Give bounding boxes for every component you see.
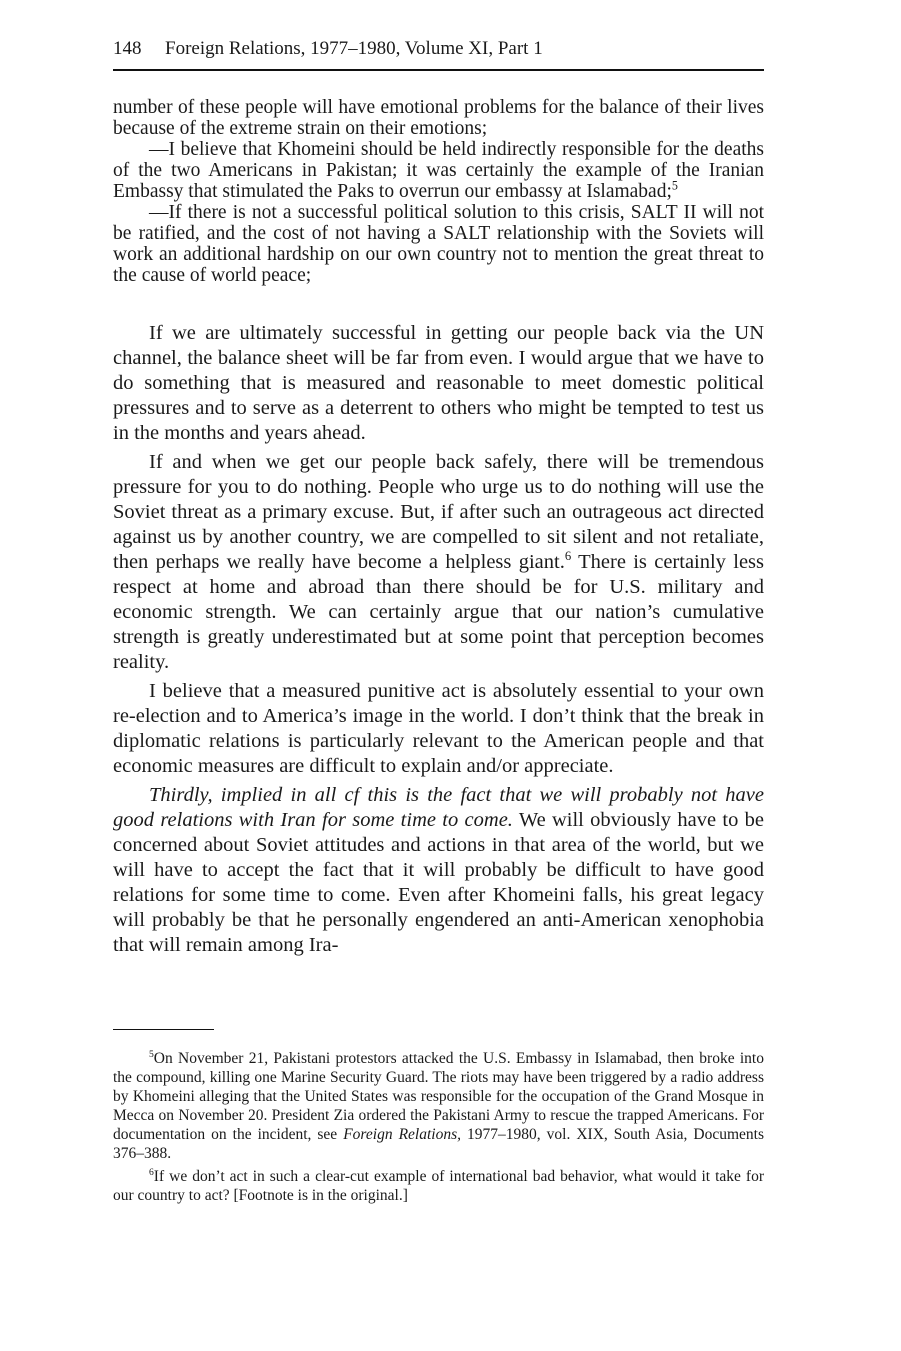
paragraph-un-channel: If we are ultimately successful in getting our people back via the UN channel, the balance sheet will be far from even. I would argue that we have to do something that is measured and reasonable to meet domestic political pressures and to serve as a deterrent to others who might be tempted to test us in the months and years ahead. xyxy=(113,322,764,444)
paragraph-helpless-giant: If and when we get our people back safely, there will be tremendous pressure for you to do nothing. People who urge us to do nothing will use the Soviet threat as a primary excuse. But, if after such an outrageous act directed against us by another country, we are compelled to sit silent and not retaliate, then perhaps we really have become a helpless giant.$^6$ There is certainly less respect at home and abroad than there should be for U.S. military and economic strength. We can certainly argue that our nation’s cumulative strength is greatly underestimated but at some point that perception becomes reality. xyxy=(113,451,764,673)
list-block xyxy=(113,97,764,286)
footnote-ref-6: 6 xyxy=(564,549,572,564)
footnote-rule xyxy=(113,1029,214,1030)
header-rule xyxy=(113,69,764,71)
paragraph-continuation: number of these people will have emotional problems for the balance of their lives because of the extreme strain on their emotions; xyxy=(113,97,764,139)
footnote-5: $^5$On November 21, Pakistani protestors attacked the U.S. Embassy in Islamabad, then broke into the compound, killing one Marine Security Guard. The riots may have been triggered by a radio address by Khomeini alleging that the United States was responsible for the occupation of the Grand Mosque in Mecca on November 20. President Zia ordered the Pakistani Army to rescue the trapped Americans. For documentation on the incident, see Foreign Relations, 1977–1980, vol. XIX, South Asia, Documents 376–388. xyxy=(113,1048,764,1162)
paragraph-khomeini-responsible: —I believe that Khomeini should be held indirectly responsible for the deaths of the two Americans in Pakistan; it was certainly the example of the Iranian Embassy that stimulated the Paks to overrun our embassy at Islamabad;$^5$ xyxy=(113,139,764,202)
paragraph-thirdly: Thirdly, implied in all cf this is the fact that we will probably not have good relations with Iran for some time to come. We will obviously have to be concerned about Soviet attitudes and actions in that area of the world, but we will have to accept the fact that it will probably be difficult to have good relations for some time to come. Even after Khomeini falls, his great legacy will probably be that he personally engendered an anti-American xenophobia that will remain among Ira- xyxy=(113,784,764,956)
main-text xyxy=(113,321,764,962)
page-number: 148 xyxy=(113,38,142,59)
paragraph-salt-ii: —If there is not a successful political solution to this crisis, SALT II will not be ratified, and the cost of not having a SALT relationship with the Soviets will work an additional hardship on our own country not to mention the great threat to the cause of world peace; xyxy=(113,202,764,286)
paragraph-punitive-act: I believe that a measured punitive act is absolutely essential to your own re-election and to America’s image in the world. I don’t think that the break in diplomatic relations is particularly relevant to the American people and that economic measures are difficult to explain and/or appreciate. xyxy=(113,680,764,777)
footnote-ref-5: 5 xyxy=(671,178,678,193)
footnotes xyxy=(113,1049,764,1209)
running-title: Foreign Relations, 1977–1980, Volume XI, Part 1 xyxy=(165,38,543,59)
footnote-6: $^6$If we don’t act in such a clear-cut example of international bad behavior, what would it take for our country to act? [Footnote is in the original.] xyxy=(113,1166,764,1204)
running-header xyxy=(113,38,764,68)
